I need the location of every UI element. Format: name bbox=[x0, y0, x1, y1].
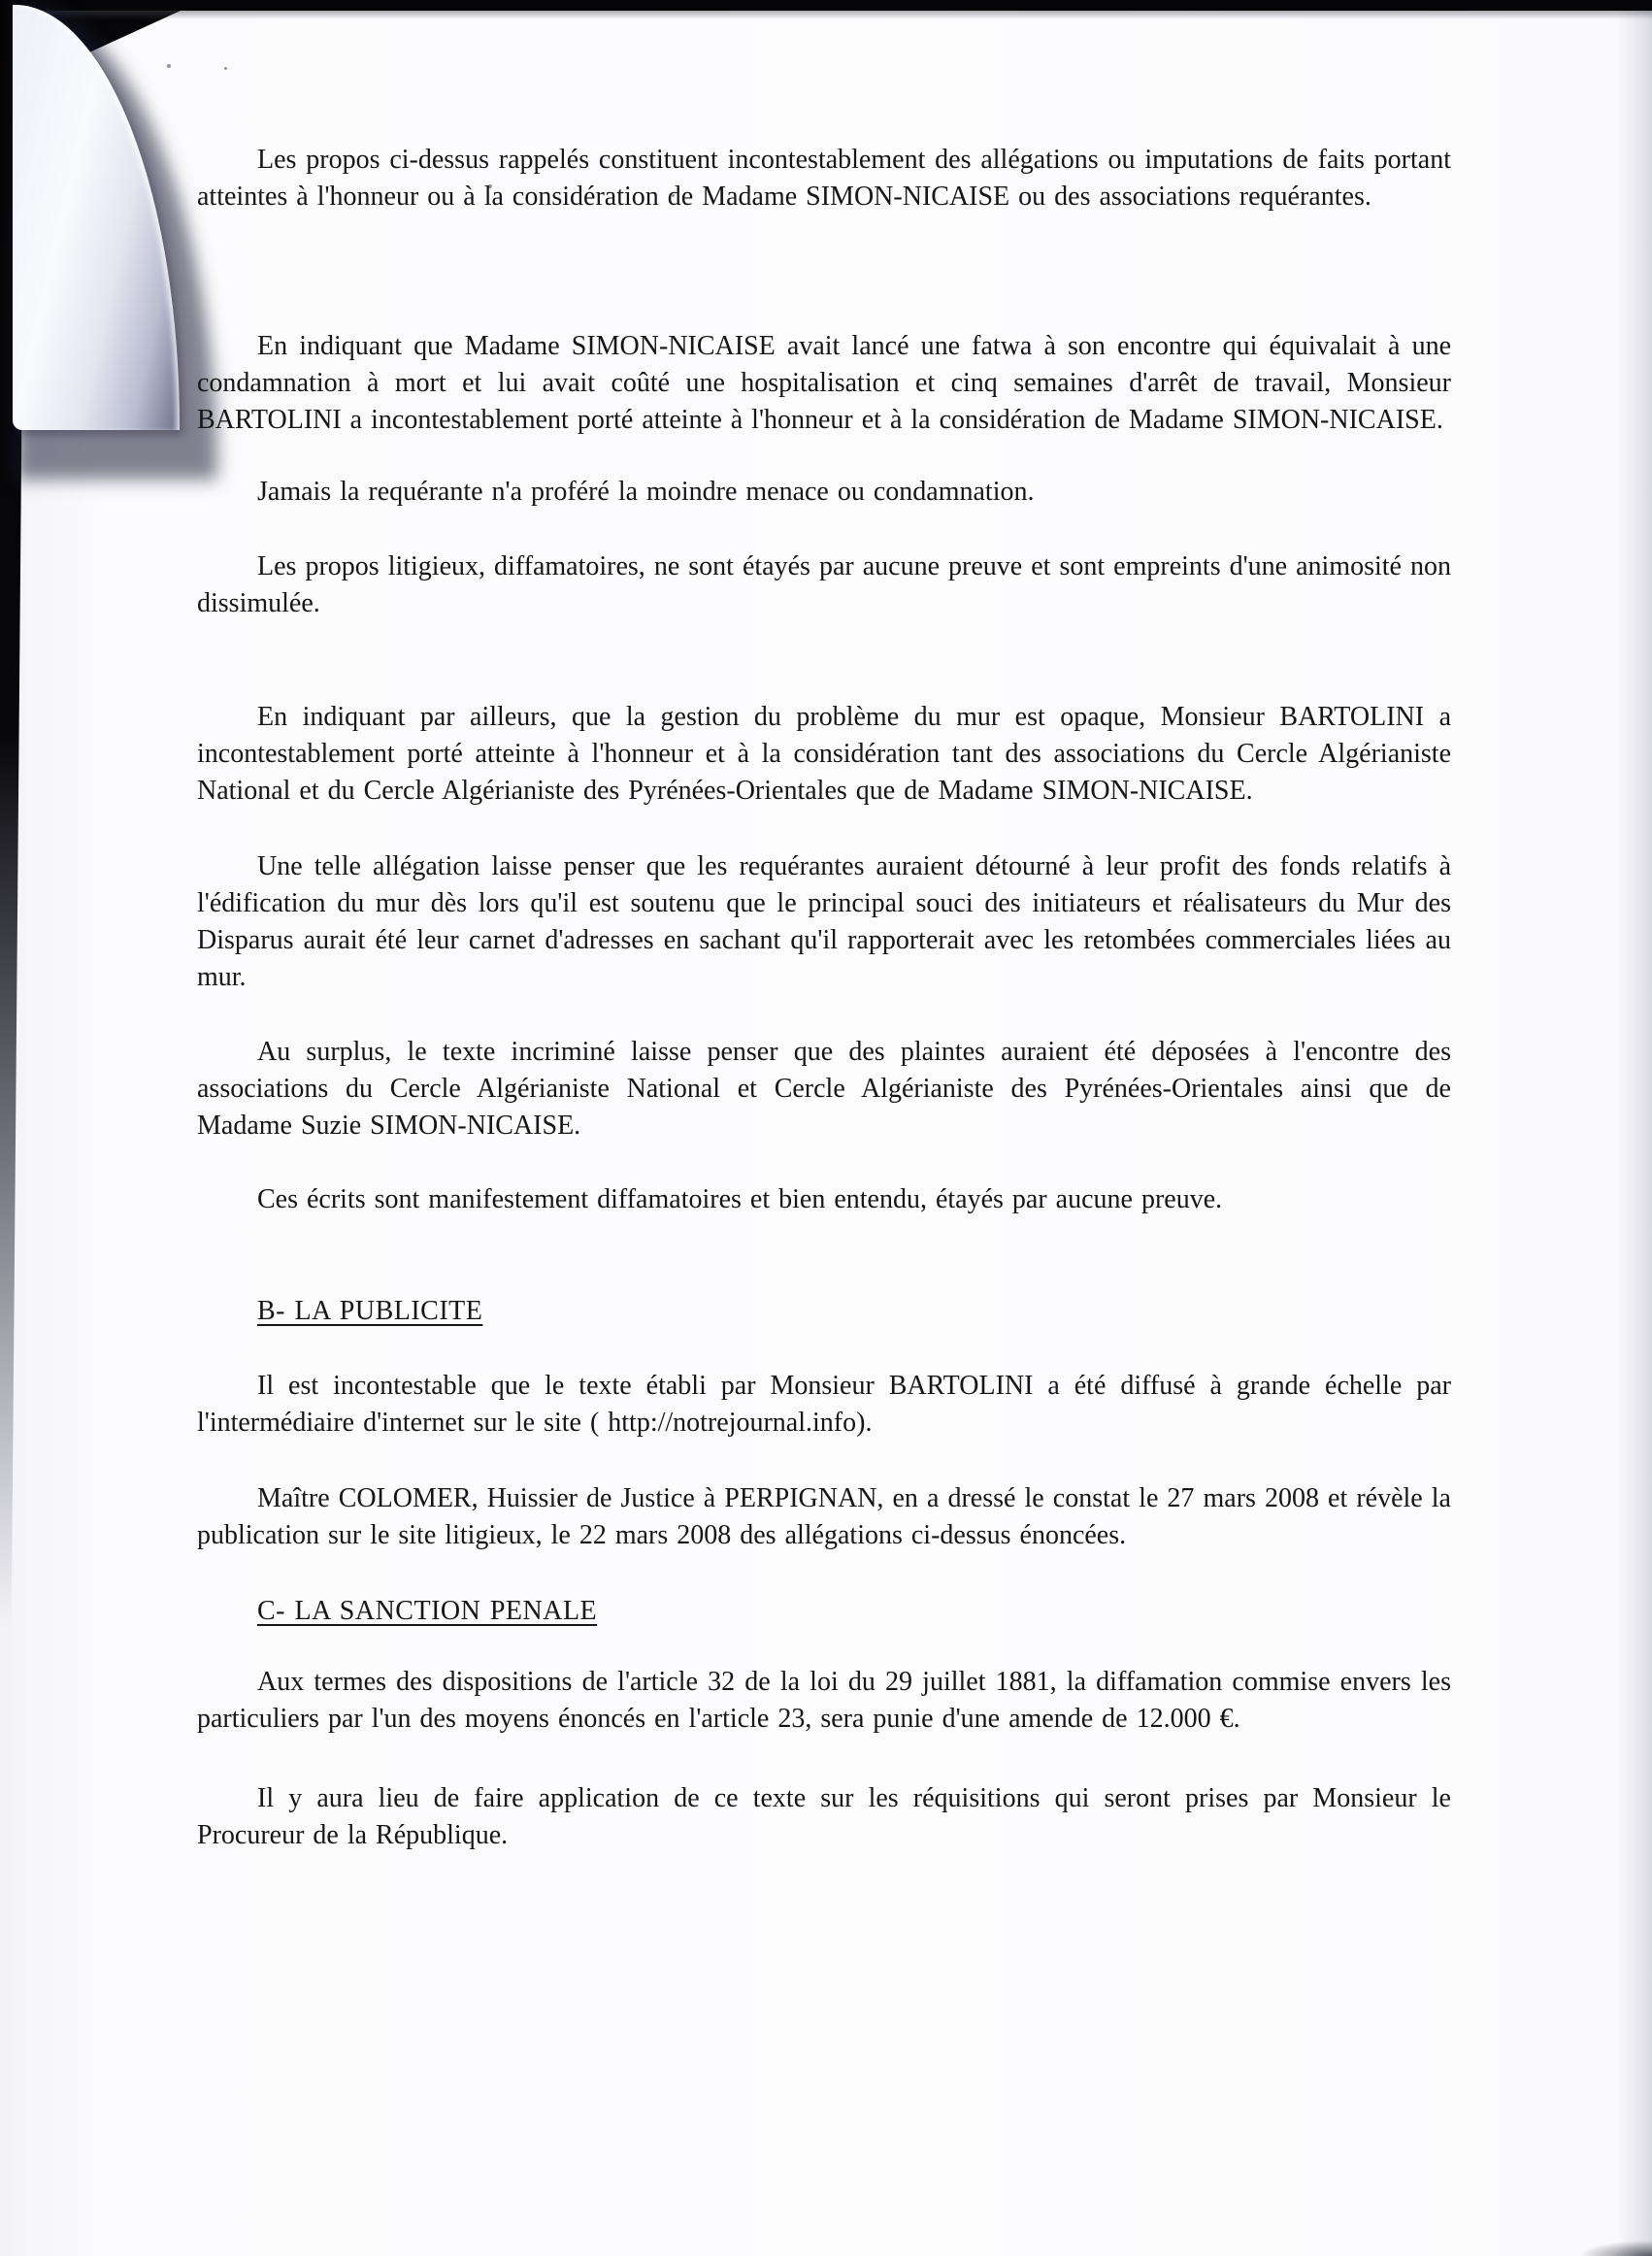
bottom-right-smudge bbox=[1580, 2240, 1652, 2256]
page-right-shading bbox=[1617, 0, 1652, 2256]
paragraph-allegations-intro: Les propos ci-dessus rappelés constituent incontestablement des allégations ou imputations de faits portant atteintes à l'honneur ou à la considération de Madame SIMON-NICAISE ou des associations requérantes. bbox=[197, 145, 1451, 212]
paragraph-diffusion-internet: Il est incontestable que le texte établi par Monsieur BARTOLINI a été diffusé à grande échelle par l'intermédiaire d'internet sur le site ( http://notrejournal.info). bbox=[197, 1371, 1451, 1438]
heading-publicite: B- LA PUBLICITE bbox=[257, 1296, 483, 1326]
paragraph-article-32: Aux termes des dispositions de l'article 32 de la loi du 29 juillet 1881, la diffamation commise envers les particuliers par l'un des moyens énoncés en l'article 23, sera punie d'une amende de 12.000 €. bbox=[197, 1667, 1451, 1734]
paragraph-fatwa: En indiquant que Madame SIMON-NICAISE avait lancé une fatwa à son encontre qui équivalait à une condamnation à mort et lui avait coûté une hospitalisation et cinq semaines d'arrêt de travail, Monsieur BARTOLINI a incontestablement porté atteinte à l'honneur et à la considération de Madame SIMON-NICAISE. bbox=[197, 331, 1451, 435]
scan-speck bbox=[224, 67, 227, 70]
scanner-bed-top-edge bbox=[0, 0, 1652, 11]
paragraph-constat-huissier: Maître COLOMER, Huissier de Justice à PERPIGNAN, en a dressé le constat le 27 mars 2008 et révèle la publication sur le site litigieux, le 22 mars 2008 des allégations ci-dessus énoncées. bbox=[197, 1483, 1451, 1550]
paragraph-ecrits-diffamatoires: Ces écrits sont manifestement diffamatoires et bien entendu, étayés par aucune preuve. bbox=[257, 1184, 1223, 1214]
paragraph-propos-litigieux: Les propos litigieux, diffamatoires, ne sont étayés par aucune preuve et sont empreints d'une animosité non dissimulée. bbox=[197, 551, 1451, 618]
document-text bbox=[197, 142, 1451, 1854]
scan-speck bbox=[167, 64, 171, 68]
paragraph-jamais-menace: Jamais la requérante n'a proféré la moindre menace ou condamnation. bbox=[257, 477, 1035, 507]
scanner-top-edge-shadow bbox=[0, 11, 1652, 19]
page-curl-artifact bbox=[13, 5, 180, 430]
paragraph-plaintes: Au surplus, le texte incriminé laisse penser que des plaintes auraient été déposées à l'encontre des associations du Cercle Algérianiste National et Cercle Algérianiste des Pyrénées-Orientales ainsi que de Madame Suzie SIMON-NICAISE. bbox=[197, 1037, 1451, 1141]
paragraph-gestion-mur: En indiquant par ailleurs, que la gestion du problème du mur est opaque, Monsieur BARTOLINI a incontestablement porté atteinte à l'honneur et à la considération tant des associations du Cercle Algérianiste National et du Cercle Algérianiste des Pyrénées-Orientales que de Madame SIMON-NICAISE. bbox=[197, 702, 1451, 806]
paragraph-requisitions: Il y aura lieu de faire application de ce texte sur les réquisitions qui seront prises par Monsieur le Procureur de la République. bbox=[197, 1783, 1451, 1850]
heading-sanction-penale: C- LA SANCTION PENALE bbox=[257, 1596, 598, 1626]
paragraph-detournement-fonds: Une telle allégation laisse penser que les requérantes auraient détourné à leur profit des fonds relatifs à l'édification du mur dès lors qu'il est soutenu que le principal souci des initiateurs et réalisateurs du Mur des Disparus aurait été leur carnet d'adresses en sachant qu'il rapporterait avec les retombées commerciales liées au mur. bbox=[197, 851, 1451, 992]
